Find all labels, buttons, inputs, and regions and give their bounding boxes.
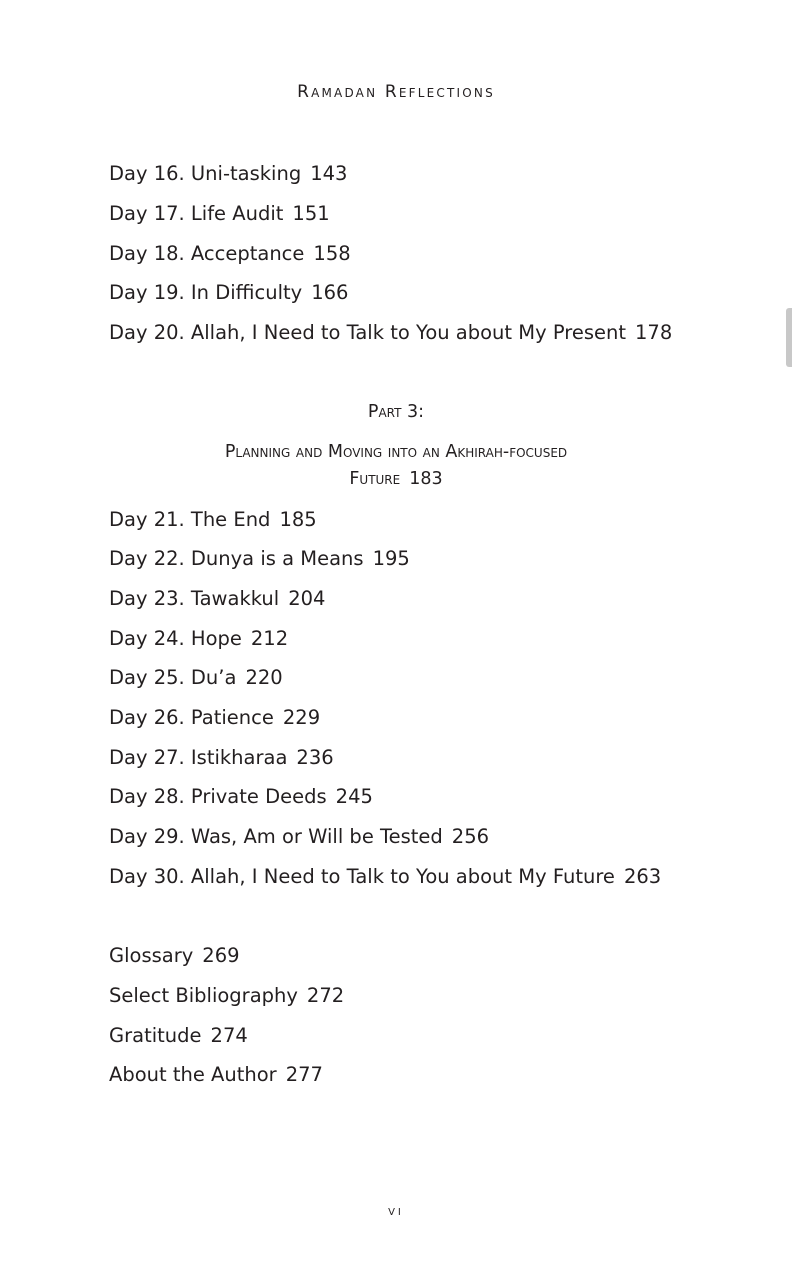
toc-entry-title: Glossary — [109, 944, 194, 967]
toc-entry-day-25[interactable] — [109, 666, 283, 690]
toc-entry-title: Day 26. Patience — [109, 706, 274, 729]
toc-entry-page: 263 — [623, 865, 662, 888]
part-3-label: Part 3: — [367, 402, 425, 422]
toc-entry-page: 229 — [282, 706, 321, 729]
toc-entry-day-29[interactable] — [109, 825, 489, 849]
toc-entry-page: 151 — [292, 202, 330, 225]
scrollbar-thumb[interactable] — [786, 308, 792, 367]
toc-entry-about-author[interactable] — [109, 1063, 323, 1087]
toc-entry-title: Day 17. Life Audit — [109, 202, 284, 225]
toc-entry-title: Day 25. Du’a — [109, 666, 237, 689]
toc-entry-title: About the Author — [109, 1063, 277, 1086]
toc-entry-page: 245 — [335, 785, 373, 808]
toc-entry-title: Day 24. Hope — [109, 627, 242, 650]
toc-entry-page: 256 — [451, 825, 490, 848]
part-3-title-line2[interactable] — [0, 466, 792, 493]
toc-entry-day-22[interactable] — [109, 547, 410, 571]
part-3-page: 183 — [409, 469, 443, 489]
toc-entry-glossary[interactable] — [109, 944, 240, 968]
toc-entry-day-24[interactable] — [109, 627, 288, 651]
toc-entry-title: Day 18. Acceptance — [109, 242, 305, 265]
page-folio: vi — [388, 1203, 404, 1219]
toc-entry-title: Day 20. Allah, I Need to Talk to You about My Present — [109, 321, 626, 344]
toc-entry-day-17[interactable] — [109, 202, 330, 226]
toc-entry-title: Gratitude — [109, 1024, 202, 1047]
toc-entry-page: 178 — [635, 321, 673, 344]
toc-entry-day-18[interactable] — [109, 242, 351, 266]
running-head: Ramadan Reflections — [297, 82, 495, 102]
toc-entry-page: 212 — [250, 627, 289, 650]
toc-entry-page: 204 — [288, 587, 326, 610]
toc-entry-day-28[interactable] — [109, 785, 373, 809]
toc-entry-day-23[interactable] — [109, 587, 325, 611]
toc-entry-title: Select Bibliography — [109, 984, 298, 1007]
toc-entry-page: 272 — [306, 984, 345, 1007]
toc-entry-day-30[interactable] — [109, 865, 661, 889]
toc-entry-page: 166 — [311, 281, 349, 304]
toc-entry-page: 195 — [372, 547, 410, 570]
toc-entry-page: 236 — [296, 746, 334, 769]
part-3-title: Future — [349, 469, 401, 489]
toc-entry-gratitude[interactable] — [109, 1024, 248, 1048]
toc-entry-day-26[interactable] — [109, 706, 320, 730]
toc-entry-day-21[interactable] — [109, 508, 317, 532]
toc-entry-page: 220 — [245, 666, 283, 689]
toc-entry-title: Day 19. In Difficulty — [109, 281, 303, 304]
toc-entry-title: Day 27. Istikharaa — [109, 746, 288, 769]
part-3-title-line1[interactable]: Planning and Moving into an Akhirah-focused — [224, 442, 568, 462]
toc-entry-page: 185 — [279, 508, 317, 531]
toc-entry-page: 143 — [310, 162, 348, 185]
toc-entry-page: 274 — [210, 1024, 248, 1047]
toc-entry-day-20[interactable] — [109, 321, 672, 345]
toc-entry-page: 277 — [285, 1063, 323, 1086]
toc-entry-title: Day 21. The End — [109, 508, 271, 531]
toc-entry-page: 158 — [313, 242, 351, 265]
toc-entry-title: Day 29. Was, Am or Will be Tested — [109, 825, 443, 848]
toc-entry-title: Day 22. Dunya is a Means — [109, 547, 364, 570]
toc-entry-day-16[interactable] — [109, 162, 347, 186]
toc-entry-title: Day 28. Private Deeds — [109, 785, 327, 808]
toc-entry-bibliography[interactable] — [109, 984, 344, 1008]
toc-entry-page: 269 — [202, 944, 240, 967]
toc-entry-day-19[interactable] — [109, 281, 348, 305]
toc-entry-title: Day 16. Uni-tasking — [109, 162, 302, 185]
toc-entry-title: Day 23. Tawakkul — [109, 587, 280, 610]
toc-entry-title: Day 30. Allah, I Need to Talk to You about My Future — [109, 865, 615, 888]
toc-entry-day-27[interactable] — [109, 746, 334, 770]
